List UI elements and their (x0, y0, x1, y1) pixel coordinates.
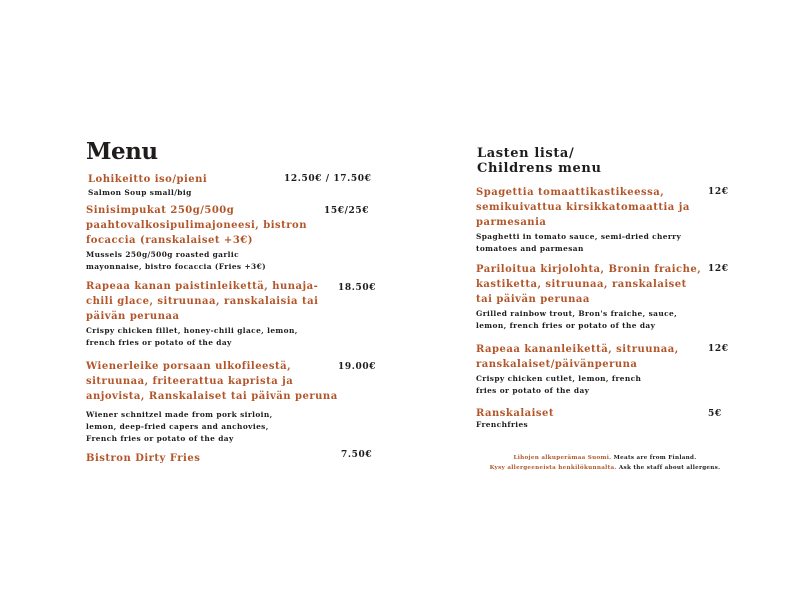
menu-item-price: 15€/25€ (324, 206, 370, 216)
kids-menu-title-fi: Lasten lista/ (477, 146, 575, 161)
allergen-note-line (480, 463, 730, 473)
menu-item-description: Mussels 250g/500g roasted garlic mayonnaise, bistro focaccia (Fries +3€) (86, 250, 267, 271)
kids-menu-item-price: 12€ (708, 344, 729, 354)
kids-menu-item (476, 262, 706, 332)
menu-item-price: 19.00€ (338, 362, 377, 372)
kids-menu-item-name: Ranskalaiset (476, 408, 555, 419)
menu-item-name: Wienerleike porsaan ulkofileestä, sitruunaa, friteerattua kaprista ja anjovista, Ranskalaiset tai päivän peruna (86, 361, 338, 402)
menu-item (86, 359, 340, 445)
kids-menu-item-description: Frenchfries (476, 420, 529, 429)
kids-menu-item-price: 5€ (708, 409, 722, 419)
menu-item (86, 203, 326, 273)
menu-item (86, 279, 332, 349)
kids-menu-item-description: Grilled rainbow trout, Bron's fraiche, sauce, lemon, french fries or potato of the day (476, 309, 678, 330)
menu-item (86, 451, 336, 466)
kids-menu-item-description: Crispy chicken cutlet, lemon, french fries or potato of the day (476, 374, 642, 395)
kids-menu-item (476, 185, 710, 255)
menu-item-name: Rapeaa kanan paistinleikettä, hunaja-chili glace, sitruunaa, ranskalaisia tai päivän perunaa (86, 281, 319, 322)
origin-note-line (480, 453, 730, 463)
menu-item-name: Sinisimpukat 250g/500g paahtovalkosipulimajoneesi, bistron focaccia (ranskalaiset +3€) (86, 205, 307, 246)
kids-menu-title-en: Childrens menu (477, 161, 602, 176)
kids-menu-item-price: 12€ (708, 264, 729, 274)
menu-item-price: 12.50€ / 17.50€ (284, 174, 372, 184)
menu-item-price: 7.50€ (341, 450, 373, 460)
menu-item-name: Lohikeitto iso/pieni (88, 174, 208, 185)
allergen-note-en: Ask the staff about allergens. (618, 465, 721, 471)
origin-note-fi: Lihojen alkuperämaa Suomi. (513, 455, 612, 461)
kids-menu-item-name: Pariloitua kirjolohta, Bronin fraiche, kastiketta, sitruunaa, ranskalaiset tai päivän perunaa (476, 264, 702, 305)
kids-menu-item (476, 342, 702, 397)
kids-menu-item (476, 406, 676, 431)
allergen-note (480, 453, 730, 473)
menu-item-description: Crispy chicken fillet, honey-chili glace, lemon, french fries or potato of the day (86, 326, 298, 347)
kids-menu-item-description: Spaghetti in tomato sauce, semi-dried cherry tomatoes and parmesan (476, 232, 682, 253)
origin-note-en: Meats are from Finland. (613, 455, 697, 461)
menu-item-name: Bistron Dirty Fries (86, 453, 201, 464)
allergen-note-fi: Kysy allergeeneista henkilökunnalta. (489, 465, 617, 471)
menu-title: Menu (86, 138, 158, 165)
kids-menu-item-name: Rapeaa kananleikettä, sitruunaa, ranskalaiset/päivänperuna (476, 344, 679, 370)
kids-menu-title (477, 146, 602, 176)
kids-menu-item-name: Spagettia tomaattikastikeessa, semikuivattua kirsikkatomaattia ja parmesania (476, 187, 690, 228)
menu-item-description: Wiener schnitzel made from pork sirloin, lemon, deep-fried capers and anchovies, French fries or potato of the day (86, 410, 273, 443)
menu-item-price: 18.50€ (338, 283, 377, 293)
kids-menu-item-price: 12€ (708, 187, 729, 197)
menu-item-description: Salmon Soup small/big (88, 188, 192, 197)
